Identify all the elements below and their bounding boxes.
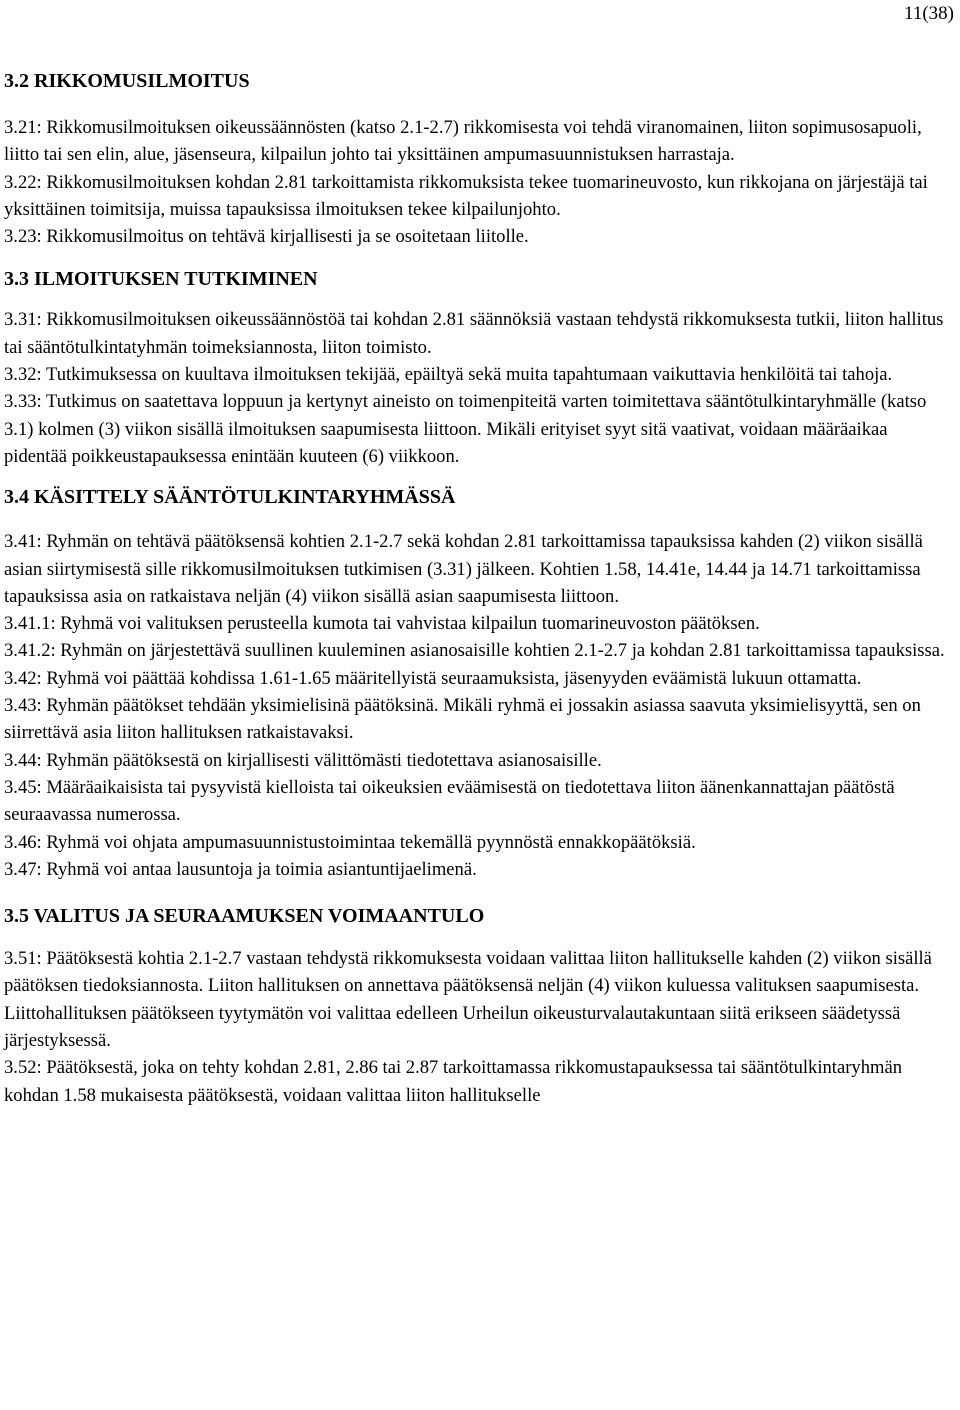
paragraph-3-45: 3.45: Määräaikaisista tai pysyvistä kielloista tai oikeuksien eväämisestä on tiedotettava liiton äänenkannattajan päätöstä seuraavassa numerossa. (4, 776, 895, 826)
paragraph-3-41: 3.41: Ryhmän on tehtävä päätöksensä kohtien 2.1-2.7 sekä kohdan 2.81 tarkoittamissa tapauksissa kahden (2) viikon sisällä asian siirtymisestä sille rikkomusilmoituksen tutkimisen (3.31) jälkeen. Kohtien 1.58, 14.41e, 14.44 ja 14.71 tarkoittamissa tapauksissa asia on ratkaistava neljän (4) viikon sisällä asian saapumisesta liittoon. (4, 531, 923, 607)
paragraph-3-22: 3.22: Rikkomusilmoituksen kohdan 2.81 tarkoittamista rikkomuksista tekee tuomarineuvosto, kun rikkojana on järjestäjä tai yksittäinen toimitsija, muissa tapauksissa ilmoituksen tekee kilpailunjohto. (4, 171, 928, 220)
paragraph-3-32: 3.32: Tutkimuksessa on kuultava ilmoituksen tekijää, epäiltyä sekä muita tapahtumaan vaikuttavia henkilöitä tai tahoja. (4, 364, 893, 386)
paragraph-3-47: 3.47: Ryhmä voi antaa lausuntoja ja toimia asiantuntijaelimenä. (4, 858, 477, 880)
paragraph-3-31: 3.31: Rikkomusilmoituksen oikeussäännöstöä tai kohdan 2.81 säännöksiä vastaan tehdystä rikkomuksesta tutkii, liiton hallitus tai sääntötulkintatyhmän toimeksiannosta, liiton toimisto. (4, 309, 944, 358)
paragraph-3-42: 3.42: Ryhmä voi päättää kohdissa 1.61-1.65 määritellyistä seuraamuksista, jäsenyyden eväämistä lukuun ottamatta. (4, 667, 862, 689)
section-heading-3-3: 3.3 ILMOITUKSEN TUTKIMINEN (4, 268, 318, 291)
page-number: 11(38) (904, 3, 954, 24)
paragraph-3-41-2: 3.41.2: Ryhmän on järjestettävä suullinen kuuleminen asianosaisille kohtien 2.1-2.7 ja kohdan 2.81 tarkoittamissa tapauksissa. (4, 640, 945, 662)
document-body (4, 66, 954, 1109)
paragraph-3-44: 3.44: Ryhmän päätöksestä on kirjallisesti välittömästi tiedotettava asianosaisille. (4, 749, 602, 771)
paragraph-3-23: 3.23: Rikkomusilmoitus on tehtävä kirjallisesti ja se osoitetaan liitolle. (4, 226, 529, 248)
paragraph-3-21: 3.21: Rikkomusilmoituksen oikeussäännösten (katso 2.1-2.7) rikkomisesta voi tehdä viranomainen, liiton sopimusosapuoli, liitto tai sen elin, alue, jäsenseura, kilpailun johto tai yksittäinen ampumasuunnistuksen harrastaja. (4, 117, 922, 166)
section-heading-3-4: 3.4 KÄSITTELY SÄÄNTÖTULKINTARYHMÄSSÄ (4, 486, 456, 509)
paragraph-3-46: 3.46: Ryhmä voi ohjata ampumasuunnistustoimintaa tekemällä pyynnöstä ennakkopäätöksiä. (4, 831, 696, 853)
paragraph-3-52: 3.52: Päätöksestä, joka on tehty kohdan 2.81, 2.86 tai 2.87 tarkoittamassa rikkomustapauksessa tai sääntötulkintaryhmän kohdan 1.58 mukaisesta päätöksestä, voidaan valittaa liiton hallitukselle (4, 1057, 903, 1106)
section-heading-3-5: 3.5 VALITUS JA SEURAAMUKSEN VOIMAANTULO (4, 905, 485, 928)
paragraph-3-41-1: 3.41.1: Ryhmä voi valituksen perusteella kumota tai vahvistaa kilpailun tuomarineuvoston päätöksen. (4, 613, 760, 635)
paragraph-3-51: 3.51: Päätöksestä kohtia 2.1-2.7 vastaan tehdystä rikkomuksesta voidaan valittaa liiton hallitukselle kahden (2) viikon sisällä päätöksen tiedoksiannosta. Liiton hallituksen on annettava päätöksensä neljän (4) viikon kuluessa valituksen saapumisesta. Liittohallituksen päätökseen tyytymätön voi valittaa edelleen Urheilun oikeusturvalautakuntaan siitä erikseen säädetyssä järjestyksessä. (4, 948, 932, 1052)
paragraph-3-43: 3.43: Ryhmän päätökset tehdään yksimielisinä päätöksinä. Mikäli ryhmä ei jossakin asiassa saavuta yksimielisyyttä, sen on siirrettävä asia liiton hallituksen ratkaistavaksi. (4, 695, 921, 744)
paragraph-3-33: 3.33: Tutkimus on saatettava loppuun ja kertynyt aineisto on toimenpiteitä varten toimitettava sääntötulkintaryhmälle (katso 3.1) kolmen (3) viikon sisällä ilmoituksen saapumisesta liittoon. Mikäli erityiset syyt sitä vaativat, voidaan määräaikaa pidentää poikkeustapauksessa enintään kuuteen (6) viikkoon. (4, 391, 927, 467)
section-heading-3-2: 3.2 RIKKOMUSILMOITUS (4, 70, 250, 92)
